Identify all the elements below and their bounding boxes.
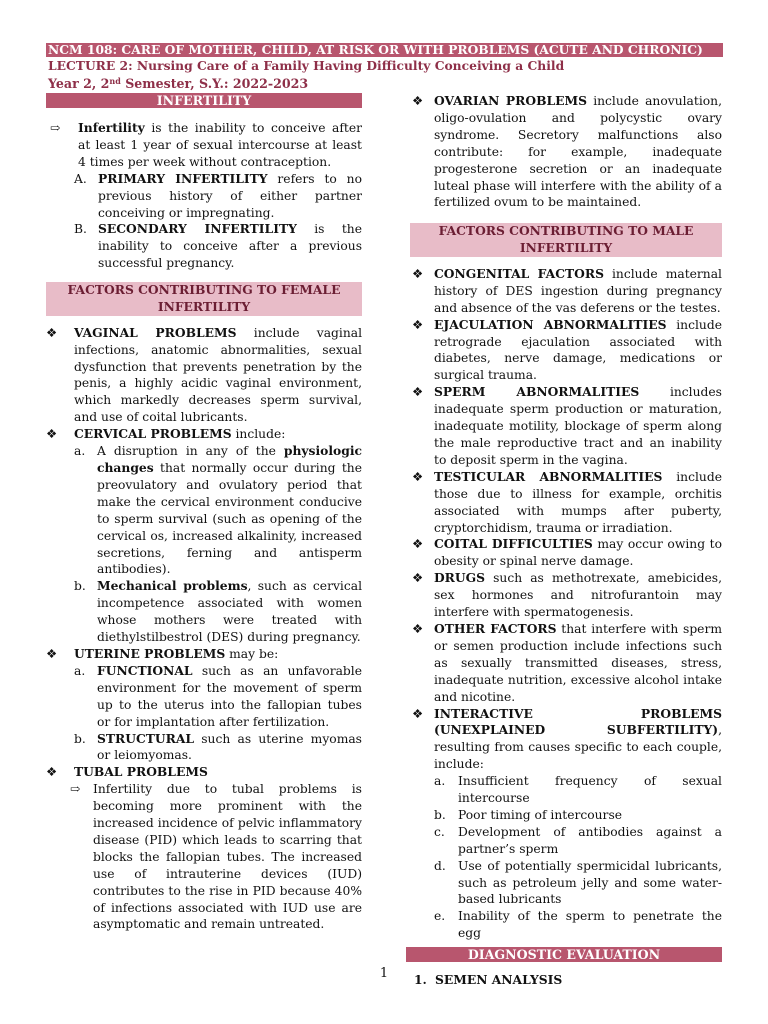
diamond-icon: ❖ <box>412 266 424 281</box>
arrow-icon: ⇨ <box>70 782 81 797</box>
lecture-title: LECTURE 2: Nursing Care of a Family Having Difficulty Conceiving a Child <box>48 59 565 73</box>
diamond-icon: ❖ <box>412 469 424 484</box>
vaginal-problems-item: ❖ VAGINAL PROBLEMS include vaginal infections, anatomic abnormalities, sexual dysfunction that prevents penetration by the penis, a highly acidic vaginal environment, which markedly decreases sperm survival, and use of coital lubricants. <box>46 324 363 425</box>
primary-infertility-item: A. PRIMARY INFERTILITY refers to no previous history of either partner conceiving or impregnating. <box>74 170 362 220</box>
list-item: a. Insufficient frequency of sexual intercourse <box>434 774 722 806</box>
drugs-item: ❖ DRUGS such as methotrexate, amebicides, sex hormones and nitrofurantoin may interfere with spermatogenesis. <box>412 570 722 620</box>
sperm-abnormalities-item: ❖ SPERM ABNORMALITIES includes inadequate sperm production or maturation, inadequate motility, blockage of sperm along the male reproductive tract and an inability to deposit sperm in the vagina. <box>412 384 722 467</box>
diagnostic-evaluation-heading: DIAGNOSTIC EVALUATION <box>406 947 722 962</box>
interactive-list <box>406 773 722 942</box>
infertility-heading: INFERTILITY <box>46 93 362 108</box>
list-item: c. Development of antibodies against a partner’s sperm <box>434 824 722 856</box>
cervical-item-a: a. A disruption in any of the physiologic changes that normally occur during the preovulatory and ovulatory period that make the cervical environment conducive to sperm survival (such as opening of the cervical os, increased alkalinity, increased secretions, ferning and antisperm antibodies). <box>74 443 362 577</box>
infertility-definition: ⇨ Infertility is the inability to conceive after at least 1 year of sexual intercourse at least 4 times per week without contraception. <box>46 120 362 171</box>
other-factors-item: ❖ OTHER FACTORS that interfere with sperm or semen production include infections such as sexually transmitted diseases, stress, inadequate nutrition, excessive alcohol intake and nicotine. <box>412 620 723 704</box>
interactive-problems-item: ❖ INTERACTIVE PROBLEMS (UNEXPLAINED SUBFERTILITY), resulting from causes specific to each couple, include: <box>412 705 722 772</box>
tubal-problems-item: ❖ TUBAL PROBLEMS <box>46 764 208 780</box>
uterine-item-b: b. STRUCTURAL such as uterine myomas or leiomyomas. <box>74 730 362 763</box>
course-title-bar <box>46 43 723 57</box>
cervical-problems-item: ❖ CERVICAL PROBLEMS include: <box>46 426 286 442</box>
coital-difficulties-item: ❖ COITAL DIFFICULTIES may occur owing to obesity or spinal nerve damage. <box>412 536 722 569</box>
tubal-description: ⇨ Infertility due to tubal problems is becoming more prominent with the increased incidence of pelvic inflammatory disease (PID) which leads to scarring that blocks the fallopian tubes. The increased use of intrauterine devices (IUD) contributes to the rise in PID because 40% of infections associated with IUD use are asymptomatic and remain untreated. <box>70 782 362 932</box>
left-column <box>46 93 362 933</box>
diamond-icon: ❖ <box>412 706 424 721</box>
diamond-icon: ❖ <box>412 94 424 108</box>
ejaculation-abnormalities-item: ❖ EJACULATION ABNORMALITIES include retrograde ejaculation associated with diabetes, nerve damage, medications or surgical trauma. <box>412 316 722 383</box>
uterine-item-a: a. FUNCTIONAL such as an unfavorable environment for the movement of sperm up to the uterus into the fallopian tubes or for implantation after fertilization. <box>74 662 362 729</box>
male-factors-heading: FACTORS CONTRIBUTING TO MALE INFERTILITY <box>410 223 722 257</box>
diamond-icon: ❖ <box>412 385 424 400</box>
diamond-icon: ❖ <box>46 646 58 661</box>
list-item: e. Inability of the sperm to penetrate the egg <box>434 909 722 941</box>
semen-analysis-heading: 1. SEMEN ANALYSIS <box>414 972 563 988</box>
diamond-icon: ❖ <box>412 571 424 586</box>
semester-line: Year 2, 2nd Semester, S.Y.: 2022-2023 <box>48 77 309 91</box>
list-item: b. Poor timing of intercourse <box>434 807 623 822</box>
diamond-icon: ❖ <box>412 317 424 332</box>
diamond-icon: ❖ <box>46 765 58 780</box>
female-factors-heading: FACTORS CONTRIBUTING TO FEMALE INFERTILITY <box>46 282 362 316</box>
arrow-icon: ⇨ <box>50 121 61 135</box>
uterine-problems-item: ❖ UTERINE PROBLEMS may be: <box>46 645 279 661</box>
testicular-abnormalities-item: ❖ TESTICULAR ABNORMALITIES include those due to illness for example, orchitis associated with mumps after puberty, cryptorchidism, trauma or irradiation. <box>412 468 722 535</box>
ovarian-problems-item: ❖ OVARIAN PROBLEMS include anovulation, oligo-ovulation and polycystic ovary syndrome. Secretory malfunctions also contribute: for example, inadequate progesterone secretion or an inadequate luteal phase will interfere with the ability of a fertilized ovum to be maintained. <box>412 93 722 210</box>
diamond-icon: ❖ <box>46 325 58 340</box>
secondary-infertility-item: B. SECONDARY INFERTILITY is the inability to conceive after a previous successful pregnancy. <box>74 221 362 271</box>
page-number: 1 <box>379 966 389 981</box>
list-item: d. Use of potentially spermicidal lubricants, such as petroleum jelly and some water-based lubricants <box>434 858 722 907</box>
diamond-icon: ❖ <box>46 427 58 442</box>
diamond-icon: ❖ <box>412 621 424 636</box>
congenital-factors-item: ❖ CONGENITAL FACTORS include maternal history of DES ingestion during pregnancy and absence of the vas deferens or the testes. <box>412 265 722 315</box>
right-column <box>406 93 722 989</box>
cervical-item-b: b. Mechanical problems, such as cervical incompetence associated with women whose mothers were treated with diethylstilbestrol (DES) during pregnancy. <box>74 578 362 645</box>
diamond-icon: ❖ <box>412 537 424 552</box>
course-title: NCM 108: CARE OF MOTHER, CHILD, AT RISK OR WITH PROBLEMS (ACUTE AND CHRONIC) <box>48 43 703 57</box>
